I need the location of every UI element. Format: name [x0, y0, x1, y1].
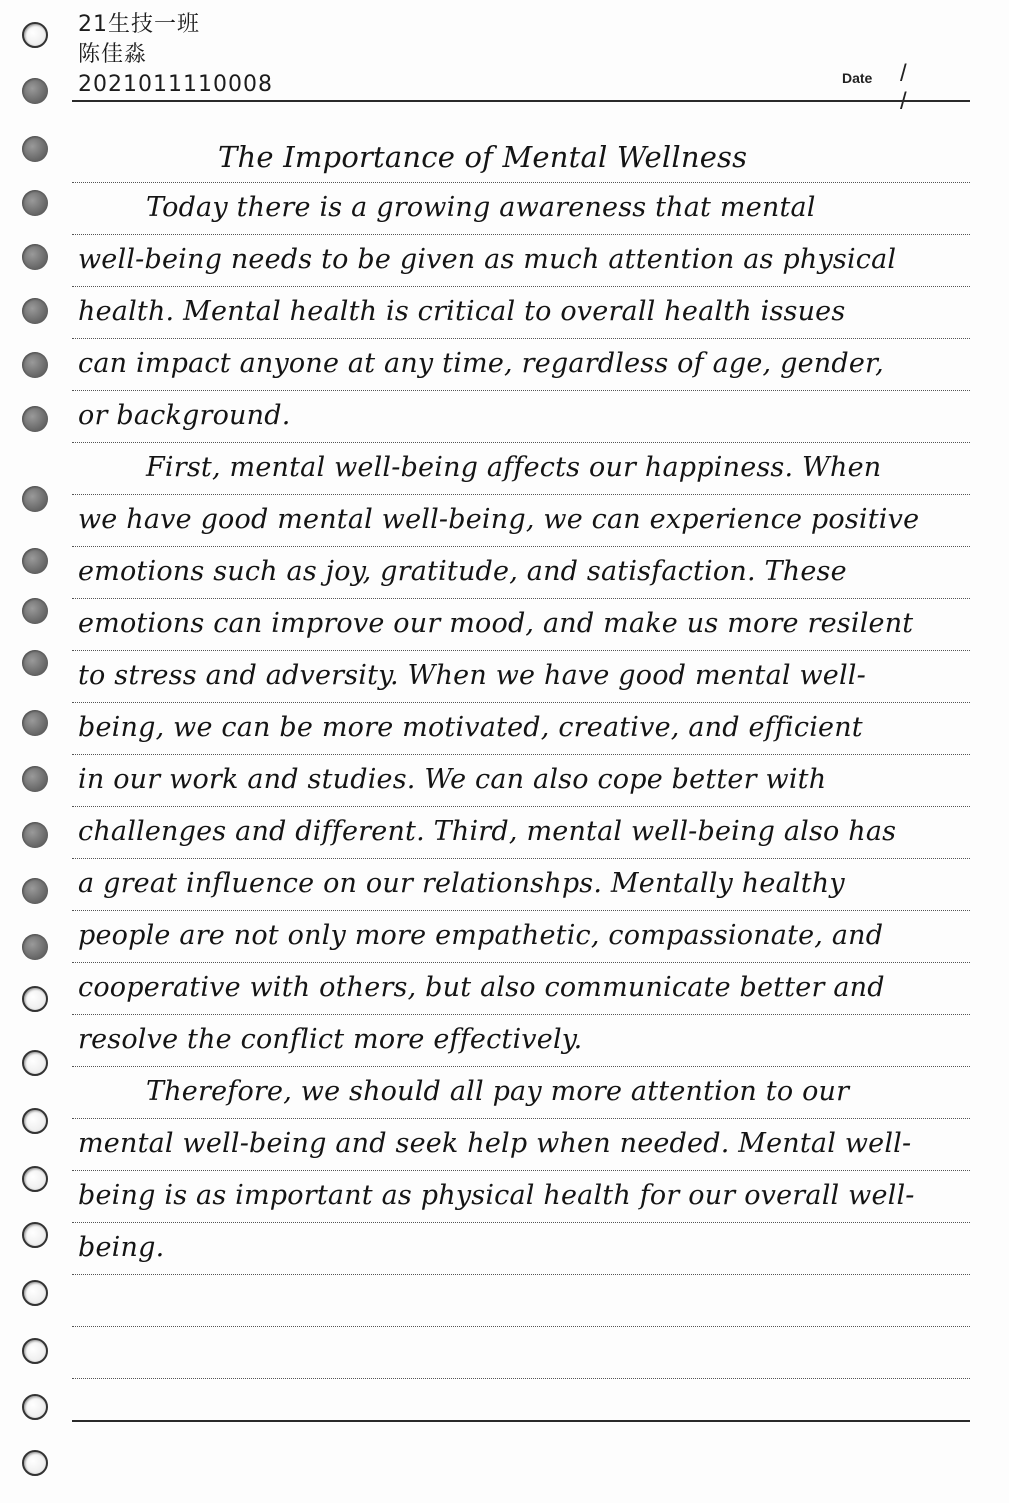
ruled-line — [72, 962, 970, 963]
binder-hole — [22, 298, 48, 324]
ruled-line — [72, 598, 970, 599]
essay-line: First, mental well-being affects our happiness. When — [146, 452, 882, 483]
ruled-line — [72, 286, 970, 287]
ruled-line — [72, 858, 970, 859]
binder-hole — [22, 244, 48, 270]
essay-line: Therefore, we should all pay more attention to our — [146, 1076, 850, 1107]
ruled-line — [72, 1326, 970, 1327]
ruled-line — [72, 1170, 970, 1171]
binder-hole — [22, 1050, 48, 1076]
binder-hole — [22, 766, 48, 792]
ruled-line — [72, 910, 970, 911]
binder-hole — [22, 136, 48, 162]
binder-holes — [16, 0, 56, 1503]
class-label: 21生技一班 — [78, 12, 200, 37]
ruled-line — [72, 650, 970, 651]
ruled-line — [72, 390, 970, 391]
binder-hole — [22, 1222, 48, 1248]
essay-line: being is as important as physical health for our overall well- — [78, 1180, 915, 1211]
essay-line: or background. — [78, 400, 291, 431]
ruled-line — [72, 494, 970, 495]
essay-line: can impact anyone at any time, regardless of age, gender, — [78, 348, 884, 379]
essay-line: people are not only more empathetic, compassionate, and — [78, 920, 884, 951]
ruled-line — [72, 234, 970, 235]
binder-hole — [22, 548, 48, 574]
binder-hole — [22, 78, 48, 104]
essay-line: Today there is a growing awareness that mental — [146, 192, 816, 223]
ruled-line — [72, 1014, 970, 1015]
essay-line: well-being needs to be given as much attention as physical — [78, 244, 897, 275]
ruled-line — [72, 1378, 970, 1379]
binder-hole — [22, 822, 48, 848]
ruled-line — [72, 546, 970, 547]
binder-hole — [22, 1280, 48, 1306]
binder-hole — [22, 1166, 48, 1192]
binder-hole — [22, 486, 48, 512]
ruled-line — [72, 702, 970, 703]
student-info — [78, 10, 298, 100]
binder-hole — [22, 598, 48, 624]
ruled-line — [72, 1222, 970, 1223]
binder-hole — [22, 1338, 48, 1364]
essay-title: The Importance of Mental Wellness — [218, 140, 748, 174]
binder-hole — [22, 190, 48, 216]
student-id: 2021011110008 — [78, 72, 273, 97]
ruled-line — [72, 442, 970, 443]
binder-hole — [22, 22, 48, 48]
essay-line: a great influence on our relationshps. Mentally healthy — [78, 868, 845, 899]
header-rule — [72, 100, 970, 102]
essay-line: in our work and studies. We can also cope better with — [78, 764, 827, 795]
date-label: Date — [842, 70, 873, 86]
binder-hole — [22, 352, 48, 378]
essay-line: mental well-being and seek help when needed. Mental well- — [78, 1128, 912, 1159]
essay-line: emotions such as joy, gratitude, and satisfaction. These — [78, 556, 847, 587]
ruled-line — [72, 754, 970, 755]
essay-line: resolve the conflict more effectively. — [78, 1024, 583, 1055]
binder-hole — [22, 650, 48, 676]
binder-hole — [22, 878, 48, 904]
binder-hole — [22, 406, 48, 432]
binder-hole — [22, 1108, 48, 1134]
ruled-line — [72, 182, 970, 183]
binder-hole — [22, 710, 48, 736]
ruled-line — [72, 338, 970, 339]
essay-line: cooperative with others, but also communicate better and — [78, 972, 885, 1003]
ruled-line — [72, 1118, 970, 1119]
essay-line: being, we can be more motivated, creative, and efficient — [78, 712, 863, 743]
ruled-line — [72, 806, 970, 807]
essay-line: to stress and adversity. When we have good mental well- — [78, 660, 866, 691]
ruled-line — [72, 1274, 970, 1275]
binder-hole — [22, 934, 48, 960]
essay-line: challenges and different. Third, mental well-being also has — [78, 816, 897, 847]
student-name: 陈佳淼 — [78, 42, 148, 67]
binder-hole — [22, 986, 48, 1012]
footer-rule — [72, 1420, 970, 1422]
binder-hole — [22, 1450, 48, 1476]
ruled-line — [72, 1066, 970, 1067]
binder-hole — [22, 1394, 48, 1420]
date-value: / / — [900, 60, 947, 115]
essay-line: we have good mental well-being, we can experience positive — [78, 504, 920, 535]
essay-line: being. — [78, 1232, 165, 1263]
essay-line: emotions can improve our mood, and make us more resilent — [78, 608, 914, 639]
essay-line: health. Mental health is critical to overall health issues — [78, 296, 846, 327]
